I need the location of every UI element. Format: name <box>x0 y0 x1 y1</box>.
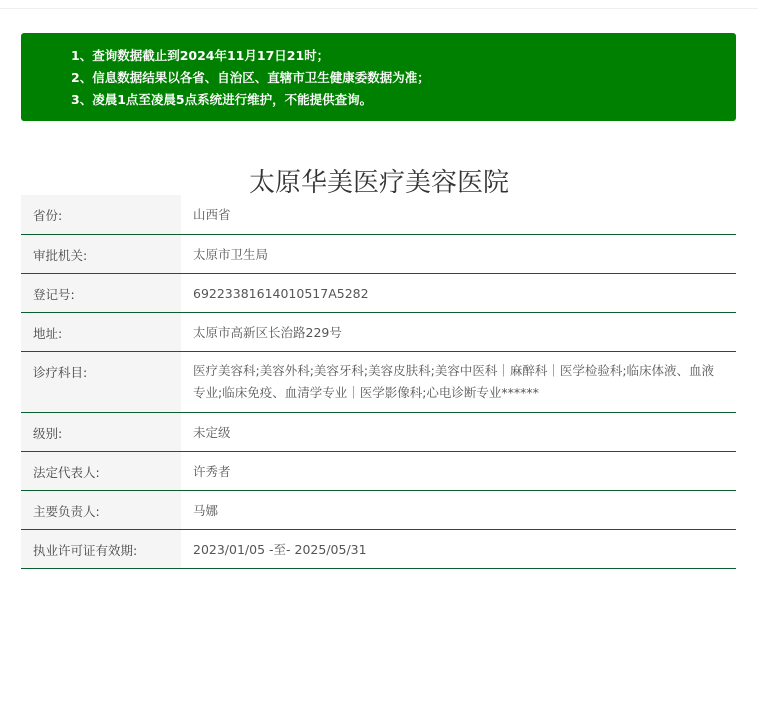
row-value-departments: 医疗美容科;美容外科;美容牙科;美容皮肤科;美容中医科｜麻醉科｜医学检验科;临床体液、血液专业;临床免疫、血清学专业｜医学影像科;心电诊断专业****** <box>181 351 736 412</box>
row-label-province: 省份: <box>21 195 181 234</box>
hospital-name-title: 太原华美医疗美容医院 <box>248 168 509 199</box>
row-value-registration-number: 69223381614010517A5282 <box>181 273 736 312</box>
row-label-legal-representative: 法定代表人: <box>21 451 181 490</box>
notice-line-1: 1、查询数据截止到2024年11月17日21时； <box>71 48 330 63</box>
notice-line-2: 2、信息数据结果以各省、自治区、直辖市卫生健康委数据为准； <box>71 70 430 85</box>
row-label-address: 地址: <box>21 312 181 351</box>
table-row-level <box>21 412 736 451</box>
row-label-principal: 主要负责人: <box>21 490 181 529</box>
table-row-principal <box>21 490 736 529</box>
table-row-province <box>21 195 736 234</box>
row-value-legal-representative: 许秀者 <box>181 451 736 490</box>
table-row-departments <box>21 351 736 412</box>
row-label-level: 级别: <box>21 412 181 451</box>
row-value-principal: 马娜 <box>181 490 736 529</box>
table-row-legal-representative <box>21 451 736 490</box>
table-row-license-validity <box>21 529 736 568</box>
row-value-address: 太原市高新区长治路229号 <box>181 312 736 351</box>
row-label-departments: 诊疗科目: <box>21 351 181 412</box>
row-label-registration-number: 登记号: <box>21 273 181 312</box>
top-divider <box>0 8 758 9</box>
table-row-address <box>21 312 736 351</box>
row-value-approval-authority: 太原市卫生局 <box>181 234 736 273</box>
table-row-approval-authority <box>21 234 736 273</box>
notice-line-3: 3、凌晨1点至凌晨5点系统进行维护，不能提供查询。 <box>71 92 373 107</box>
row-value-license-validity: 2023/01/05 -至- 2025/05/31 <box>181 529 736 568</box>
table-row-registration-number <box>21 273 736 312</box>
row-value-province: 山西省 <box>181 195 736 234</box>
notice-box <box>21 33 736 121</box>
row-label-approval-authority: 审批机关: <box>21 234 181 273</box>
hospital-info-table <box>21 195 736 569</box>
row-label-license-validity: 执业许可证有效期: <box>21 529 181 568</box>
row-value-level: 未定级 <box>181 412 736 451</box>
